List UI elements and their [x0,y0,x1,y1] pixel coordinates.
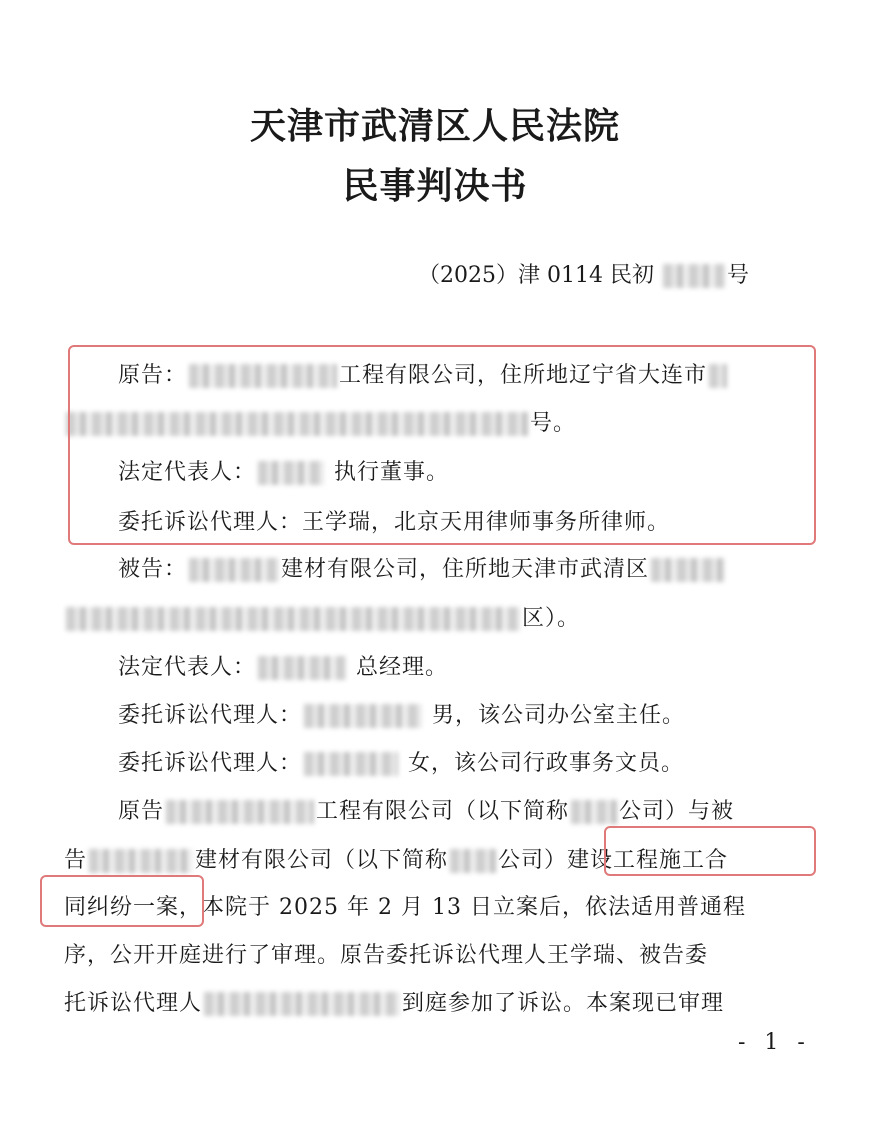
defendant-legal-rep [118,650,448,681]
redacted-address-line [66,607,520,631]
defendant-label: 被告： [118,557,188,582]
case-number [418,258,749,289]
defendant-agent-1 [118,698,685,729]
redacted-name [89,849,193,873]
body-text: 公司）与被 [619,799,735,824]
court-title: 天津市武清区人民法院 [249,106,620,147]
agent-text: 男，该公司办公室主任。 [432,703,686,728]
case-number-prefix: （2025）津 0114 民初 [418,263,654,288]
agent-label: 委托诉讼代理人： [118,703,303,728]
body-text: 序，公开开庭进行了审理。原告委托诉讼代理人王学瑞、被告委 [64,943,709,968]
body-text: 工程有限公司（以下简称 [316,799,570,824]
legal-rep-title: 总经理。 [356,655,449,680]
body-text: 到庭参加了诉讼。本案现已审理 [402,991,725,1016]
plaintiff-highlight-box [68,345,816,545]
body-text: 建材有限公司（以下简称 [195,848,449,873]
plaintiff-label: 原告： [118,363,188,388]
agent-text: 女，该公司行政事务文员。 [408,751,685,776]
redacted-name [571,800,617,824]
defendant-line-1 [118,552,727,583]
legal-rep-label: 法定代表人： [118,460,257,485]
defendant-line-2 [64,601,580,632]
body-text: 托诉讼代理人 [64,991,203,1016]
plaintiff-address-end: 号。 [530,411,577,436]
case-cause-highlight-1: 建设工程施工合 [567,848,729,873]
defendant-address-end: 区）。 [522,606,581,631]
body-text: ，本院于 2025 年 2 月 13 日立案后，依法适用普通程 [179,895,746,920]
agent-text: 王学瑞，北京天用律师事务所律师。 [302,510,671,535]
defendant-text: 建材有限公司，住所地天津市武清区 [281,557,650,582]
body-text: 告 [64,848,88,873]
redacted-case-id [663,264,725,288]
legal-rep-label: 法定代表人： [118,655,257,680]
redacted-name [166,800,314,824]
redacted-address [651,558,725,582]
case-cause-box-2 [40,875,204,927]
plaintiff-text: 工程有限公司，住所地辽宁省大连市 [339,363,708,388]
redacted-defendant-name [189,558,279,582]
document-type-title: 民事判决书 [342,166,528,207]
case-number-suffix: 号 [726,263,749,288]
defendant-agent-2 [118,746,684,777]
redacted-agent-name [304,704,422,728]
page-number: - 1 - [738,1030,811,1055]
legal-rep-title: 执行董事。 [334,460,450,485]
case-cause-highlight-2: 同纠纷一案 [64,895,180,920]
redacted-name [450,849,496,873]
body-line-1 [118,794,734,825]
body-text: 公司） [498,848,568,873]
agent-label: 委托诉讼代理人： [118,510,303,535]
redacted-rep-name [258,656,346,680]
agent-label: 委托诉讼代理人： [118,751,303,776]
body-line-4 [64,938,708,969]
body-text: 原告 [118,799,165,824]
case-cause-box-1 [604,826,816,876]
redacted-agent-name [304,752,398,776]
redacted-name [204,992,400,1016]
body-line-5 [64,986,724,1017]
